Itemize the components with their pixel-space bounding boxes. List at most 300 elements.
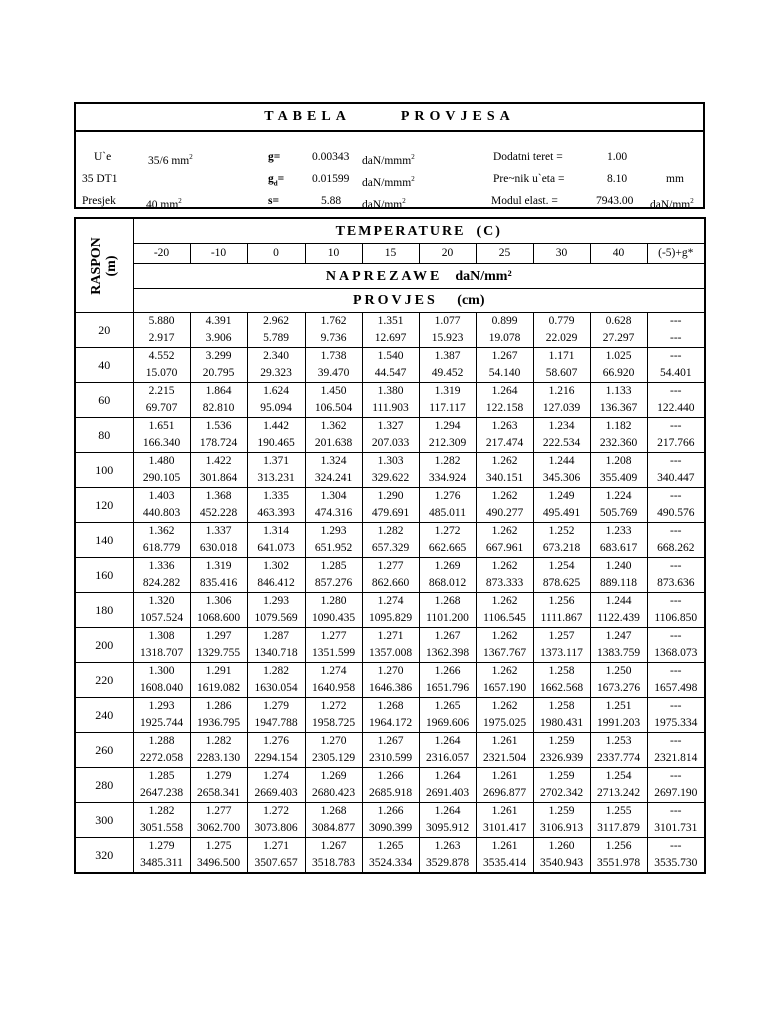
stress-value: 1.308 (148, 630, 175, 642)
value-cell (590, 523, 647, 558)
value-cell (476, 383, 533, 418)
sag-value: 2305.129 (311, 752, 356, 764)
stress-value: 1.269 (320, 770, 347, 782)
value-cell (590, 663, 647, 698)
sag-value: 201.638 (314, 437, 353, 449)
stress-value: 1.267 (320, 840, 347, 852)
sag-value: 1969.606 (425, 717, 470, 729)
value-cell (476, 453, 533, 488)
stress-value: 1.267 (491, 350, 518, 362)
sag-value: 868.012 (428, 577, 467, 589)
sag-value: 1111.867 (540, 612, 583, 624)
table-row (75, 663, 705, 698)
s-unit: daN/$mm^2$ (362, 197, 406, 211)
value-cell (247, 383, 305, 418)
sag-value: 12.697 (374, 332, 407, 344)
stress-value: 1.540 (377, 350, 404, 362)
stress-value: 1.293 (320, 525, 347, 537)
sag-value: 490.277 (485, 507, 524, 519)
value-cell (247, 768, 305, 803)
stress-value: 1.422 (205, 455, 232, 467)
sag-value: 2691.403 (425, 787, 470, 799)
value-cell (647, 663, 705, 698)
value-cell (305, 733, 362, 768)
sag-value: 3518.783 (311, 857, 356, 869)
value-cell (247, 453, 305, 488)
sag-value: 111.903 (372, 402, 409, 414)
precnik-unit: mm (666, 173, 684, 185)
sag-value: 3101.417 (482, 822, 527, 834)
value-cell (305, 593, 362, 628)
value-cell (476, 628, 533, 663)
value-cell (419, 383, 476, 418)
sag-value: 1947.788 (254, 717, 298, 729)
value-cell (133, 488, 190, 523)
sag-value: 217.766 (657, 437, 695, 449)
value-cell (647, 628, 705, 663)
value-cell (533, 348, 590, 383)
sag-value: 1630.054 (254, 682, 298, 694)
stress-value: --- (670, 665, 682, 677)
sag-value: 49.452 (431, 367, 464, 379)
value-cell (305, 453, 362, 488)
stress-value: 2.962 (263, 315, 289, 327)
value-cell (362, 488, 419, 523)
stress-value: 1.240 (605, 560, 632, 572)
sag-value: 1068.600 (196, 612, 241, 624)
stress-value: 1.277 (320, 630, 347, 642)
stress-value: 1.864 (205, 385, 232, 397)
sag-value: 474.316 (314, 507, 353, 519)
sag-value: 630.018 (199, 542, 238, 554)
sag-value: 1980.431 (539, 717, 584, 729)
stress-value: 1.133 (605, 385, 632, 397)
stress-value: 1.314 (263, 525, 289, 537)
stress-value: 1.268 (377, 700, 404, 712)
value-cell (133, 523, 190, 558)
stress-value: 1.480 (148, 455, 175, 467)
sag-value: 232.360 (599, 437, 638, 449)
stress-value: --- (670, 490, 682, 502)
value-cell (419, 803, 476, 838)
table-row (75, 558, 705, 593)
table-row (75, 523, 705, 558)
stress-value: 1.291 (205, 665, 232, 677)
stress-value: 1.077 (434, 315, 461, 327)
stress-value: 1.256 (548, 595, 575, 607)
stress-value: 1.267 (434, 630, 461, 642)
sag-value: 1357.008 (368, 647, 413, 659)
value-cell (476, 593, 533, 628)
sag-value: 657.329 (371, 542, 410, 554)
value-cell (190, 523, 247, 558)
sag-value: 2326.939 (539, 752, 584, 764)
sag-value: 207.033 (371, 437, 410, 449)
stress-value: --- (670, 385, 682, 397)
sag-value: 3095.912 (425, 822, 470, 834)
sag-value: 1657.498 (654, 682, 698, 694)
sag-table (74, 217, 706, 874)
sag-value: 2697.190 (654, 787, 698, 799)
value-cell (419, 768, 476, 803)
stress-value: 1.302 (263, 560, 289, 572)
sag-value: 3101.731 (654, 822, 698, 834)
value-cell (419, 348, 476, 383)
stress-value: 1.254 (605, 770, 632, 782)
sag-value: 651.952 (314, 542, 353, 554)
value-cell (190, 348, 247, 383)
value-cell (362, 803, 419, 838)
value-cell (590, 593, 647, 628)
value-cell (590, 838, 647, 874)
value-cell (190, 558, 247, 593)
sag-value: 58.607 (545, 367, 578, 379)
value-cell (590, 313, 647, 348)
span-cell: 180 (75, 593, 133, 628)
sag-value: 1662.568 (539, 682, 584, 694)
stress-value: 1.247 (605, 630, 632, 642)
value-cell (647, 593, 705, 628)
sag-value: 69.707 (145, 402, 178, 414)
sag-value: 490.576 (657, 507, 695, 519)
value-cell (247, 838, 305, 874)
ue-value: 35/6 $mm^2$ (148, 153, 193, 167)
value-cell (362, 523, 419, 558)
sag-value: 222.534 (542, 437, 581, 449)
sag-value: 340.447 (657, 472, 695, 484)
stress-value: 1.276 (434, 490, 461, 502)
value-cell (305, 488, 362, 523)
sag-value: 20.795 (202, 367, 235, 379)
stress-value: 1.279 (263, 700, 289, 712)
sag-value: 1646.386 (368, 682, 413, 694)
value-cell (247, 558, 305, 593)
sag-value: --- (670, 332, 682, 344)
sag-value: 2321.504 (482, 752, 527, 764)
value-cell (190, 768, 247, 803)
value-cell (476, 838, 533, 874)
stress-value: 2.340 (263, 350, 289, 362)
sag-value: 166.340 (142, 437, 181, 449)
span-cell: 60 (75, 383, 133, 418)
stress-value: 1.025 (605, 350, 632, 362)
sag-value: 217.474 (485, 437, 524, 449)
sag-value: 122.158 (485, 402, 524, 414)
table-row (75, 733, 705, 768)
value-cell (133, 453, 190, 488)
sag-value: 618.779 (142, 542, 181, 554)
stress-value: 1.276 (263, 735, 289, 747)
value-cell (305, 698, 362, 733)
stress-value: 1.282 (434, 455, 461, 467)
temperature-column-header: 25 (476, 244, 533, 264)
table-title (76, 104, 703, 132)
stress-value: 1.536 (205, 420, 232, 432)
value-cell (190, 628, 247, 663)
stress-value: 1.403 (148, 490, 175, 502)
value-cell (533, 383, 590, 418)
stress-value: 1.651 (148, 420, 175, 432)
stress-value: --- (670, 560, 682, 572)
temperature-column-header: -10 (190, 244, 247, 264)
stress-value: 1.264 (491, 385, 518, 397)
stress-value: 1.224 (605, 490, 632, 502)
gd-unit: daN/mmm$^2$ (362, 175, 415, 189)
temperature-column-header: 20 (419, 244, 476, 264)
span-cell: 160 (75, 558, 133, 593)
sag-value: 136.367 (599, 402, 638, 414)
sag-value: 3529.878 (425, 857, 470, 869)
temperature-column-header: 10 (305, 244, 362, 264)
value-cell (362, 663, 419, 698)
sag-value: 3.906 (205, 332, 232, 344)
value-cell (133, 663, 190, 698)
value-cell (133, 313, 190, 348)
sag-value: 662.665 (428, 542, 467, 554)
value-cell (305, 628, 362, 663)
sag-value: 313.231 (257, 472, 295, 484)
stress-value: 1.264 (434, 770, 461, 782)
stress-value: 1.362 (320, 420, 347, 432)
sag-value: 1101.200 (426, 612, 469, 624)
value-cell (133, 628, 190, 663)
stress-value: 1.285 (320, 560, 347, 572)
g-unit: daN/mmm$^2$ (362, 153, 415, 167)
temperature-column-header: 30 (533, 244, 590, 264)
value-cell (533, 523, 590, 558)
value-cell (362, 383, 419, 418)
stress-value: 1.336 (148, 560, 175, 572)
value-cell (305, 838, 362, 874)
sag-value: 1106.850 (654, 612, 698, 624)
provjes-header: PROVJES (cm) (133, 289, 705, 313)
stress-value: 1.279 (205, 770, 232, 782)
sag-value: 1368.073 (654, 647, 698, 659)
sag-value: 334.924 (428, 472, 467, 484)
stress-value: 1.288 (148, 735, 175, 747)
stress-value: 2.215 (148, 385, 175, 397)
stress-value: --- (670, 700, 682, 712)
value-cell (133, 803, 190, 838)
temperature-column-header: (-5)+g* (647, 244, 705, 264)
stress-value: 1.262 (491, 700, 518, 712)
value-cell (247, 313, 305, 348)
sag-value: 3524.334 (368, 857, 413, 869)
value-cell (419, 313, 476, 348)
sag-value: 2283.130 (196, 752, 241, 764)
stress-value: 1.304 (320, 490, 347, 502)
stress-value: 1.362 (148, 525, 175, 537)
value-cell (305, 383, 362, 418)
stress-value: 0.899 (491, 315, 518, 327)
stress-value: 1.450 (320, 385, 347, 397)
value-cell (590, 733, 647, 768)
value-cell (590, 558, 647, 593)
stress-value: --- (670, 525, 682, 537)
sag-value: 668.262 (657, 542, 695, 554)
stress-value: 1.324 (320, 455, 347, 467)
sag-value: 1122.439 (597, 612, 640, 624)
value-cell (590, 453, 647, 488)
stress-value: 1.262 (491, 630, 518, 642)
stress-value: 1.262 (491, 490, 518, 502)
stress-value: 1.287 (263, 630, 289, 642)
stress-value: 1.337 (205, 525, 232, 537)
value-cell (133, 838, 190, 874)
stress-value: 0.628 (605, 315, 632, 327)
sag-value: 19.078 (488, 332, 521, 344)
stress-value: 1.274 (263, 770, 289, 782)
sag-value: 82.810 (202, 402, 235, 414)
stress-value: 1.282 (263, 665, 289, 677)
value-cell (133, 558, 190, 593)
value-cell (419, 733, 476, 768)
title-right: PROVJESA (400, 109, 515, 124)
value-cell (533, 593, 590, 628)
stress-value: 1.244 (605, 595, 632, 607)
value-cell (647, 838, 705, 874)
conductor-type: 35 DT1 (82, 173, 118, 185)
stress-value: --- (670, 595, 682, 607)
stress-value: 1.293 (263, 595, 289, 607)
value-cell (190, 733, 247, 768)
stress-value: 1.268 (434, 595, 461, 607)
value-cell (247, 628, 305, 663)
stress-value: 1.380 (377, 385, 404, 397)
stress-value: 1.256 (605, 840, 632, 852)
sag-value: 1975.025 (482, 717, 527, 729)
value-cell (305, 558, 362, 593)
sag-value: 190.465 (257, 437, 295, 449)
span-cell: 140 (75, 523, 133, 558)
value-cell (647, 488, 705, 523)
stress-value: 0.779 (548, 315, 575, 327)
value-cell (476, 768, 533, 803)
stress-value: 1.286 (205, 700, 232, 712)
value-cell (533, 488, 590, 523)
value-cell (247, 698, 305, 733)
sag-value: 505.769 (599, 507, 638, 519)
value-cell (533, 733, 590, 768)
span-cell: 120 (75, 488, 133, 523)
value-cell (590, 803, 647, 838)
s-value: 5.88 (321, 195, 342, 207)
stress-value: 5.880 (148, 315, 175, 327)
value-cell (362, 768, 419, 803)
value-cell (533, 698, 590, 733)
stress-value: 1.303 (377, 455, 404, 467)
value-cell (419, 453, 476, 488)
sag-value: 22.029 (545, 332, 578, 344)
stress-value: 1.271 (263, 840, 289, 852)
span-cell: 240 (75, 698, 133, 733)
stress-value: 1.738 (320, 350, 347, 362)
sag-value: 2337.774 (596, 752, 641, 764)
sag-value: 3485.311 (140, 857, 183, 869)
sag-value: 2272.058 (139, 752, 184, 764)
s-label: s= (268, 195, 280, 207)
modul-label: Modul elast. = (491, 195, 558, 207)
sag-value: 683.617 (599, 542, 638, 554)
sag-value: 1329.755 (196, 647, 241, 659)
presjek-value: 40 $mm^2$ (146, 197, 182, 211)
sag-value: 5.789 (263, 332, 289, 344)
value-cell (133, 383, 190, 418)
stress-value: 1.251 (605, 700, 632, 712)
stress-value: 1.282 (148, 805, 175, 817)
sag-value: 1340.718 (254, 647, 298, 659)
value-cell (305, 348, 362, 383)
sag-value: 1367.767 (482, 647, 527, 659)
sag-value: 835.416 (199, 577, 238, 589)
table-row (75, 383, 705, 418)
stress-value: 1.208 (605, 455, 632, 467)
sag-value: 440.803 (142, 507, 181, 519)
value-cell (533, 838, 590, 874)
value-cell (647, 698, 705, 733)
value-cell (476, 523, 533, 558)
raspon-header (75, 218, 133, 313)
stress-value: 1.272 (320, 700, 347, 712)
stress-value: --- (670, 770, 682, 782)
stress-value: 1.255 (605, 805, 632, 817)
value-cell (362, 313, 419, 348)
stress-value: 1.387 (434, 350, 461, 362)
stress-value: 1.267 (377, 735, 404, 747)
sag-value: 3090.399 (368, 822, 413, 834)
sag-value: 667.961 (485, 542, 524, 554)
value-cell (419, 698, 476, 733)
stress-value: 1.266 (377, 770, 404, 782)
value-cell (647, 768, 705, 803)
value-cell (533, 663, 590, 698)
stress-value: 1.259 (548, 805, 575, 817)
sag-value: 54.140 (488, 367, 521, 379)
precnik-label: Pre~nik u`eta = (493, 173, 565, 185)
stress-value: 1.285 (148, 770, 175, 782)
stress-value: 1.297 (205, 630, 232, 642)
stress-value: 1.266 (434, 665, 461, 677)
stress-value: 1.249 (548, 490, 575, 502)
value-cell (247, 418, 305, 453)
value-cell (419, 838, 476, 874)
sag-value: 39.470 (317, 367, 350, 379)
sag-value: 44.547 (374, 367, 407, 379)
sag-value: 1106.545 (483, 612, 526, 624)
sag-value: 2.917 (148, 332, 175, 344)
value-cell (533, 418, 590, 453)
table-row (75, 803, 705, 838)
value-cell (362, 628, 419, 663)
sag-value: 878.625 (542, 577, 581, 589)
value-cell (362, 733, 419, 768)
value-cell (190, 698, 247, 733)
sag-value: 290.105 (142, 472, 181, 484)
stress-value: --- (670, 420, 682, 432)
sag-value: 1095.829 (368, 612, 413, 624)
sag-value: 122.440 (657, 402, 695, 414)
value-cell (190, 838, 247, 874)
sag-value: 3496.500 (196, 857, 241, 869)
value-cell (247, 593, 305, 628)
stress-value: 4.552 (148, 350, 175, 362)
sag-value: 1925.744 (139, 717, 184, 729)
gd-value: 0.01599 (312, 173, 350, 185)
value-cell (647, 803, 705, 838)
parameters-box (74, 102, 705, 209)
stress-value: 1.282 (205, 735, 232, 747)
stress-value: 1.259 (548, 770, 575, 782)
